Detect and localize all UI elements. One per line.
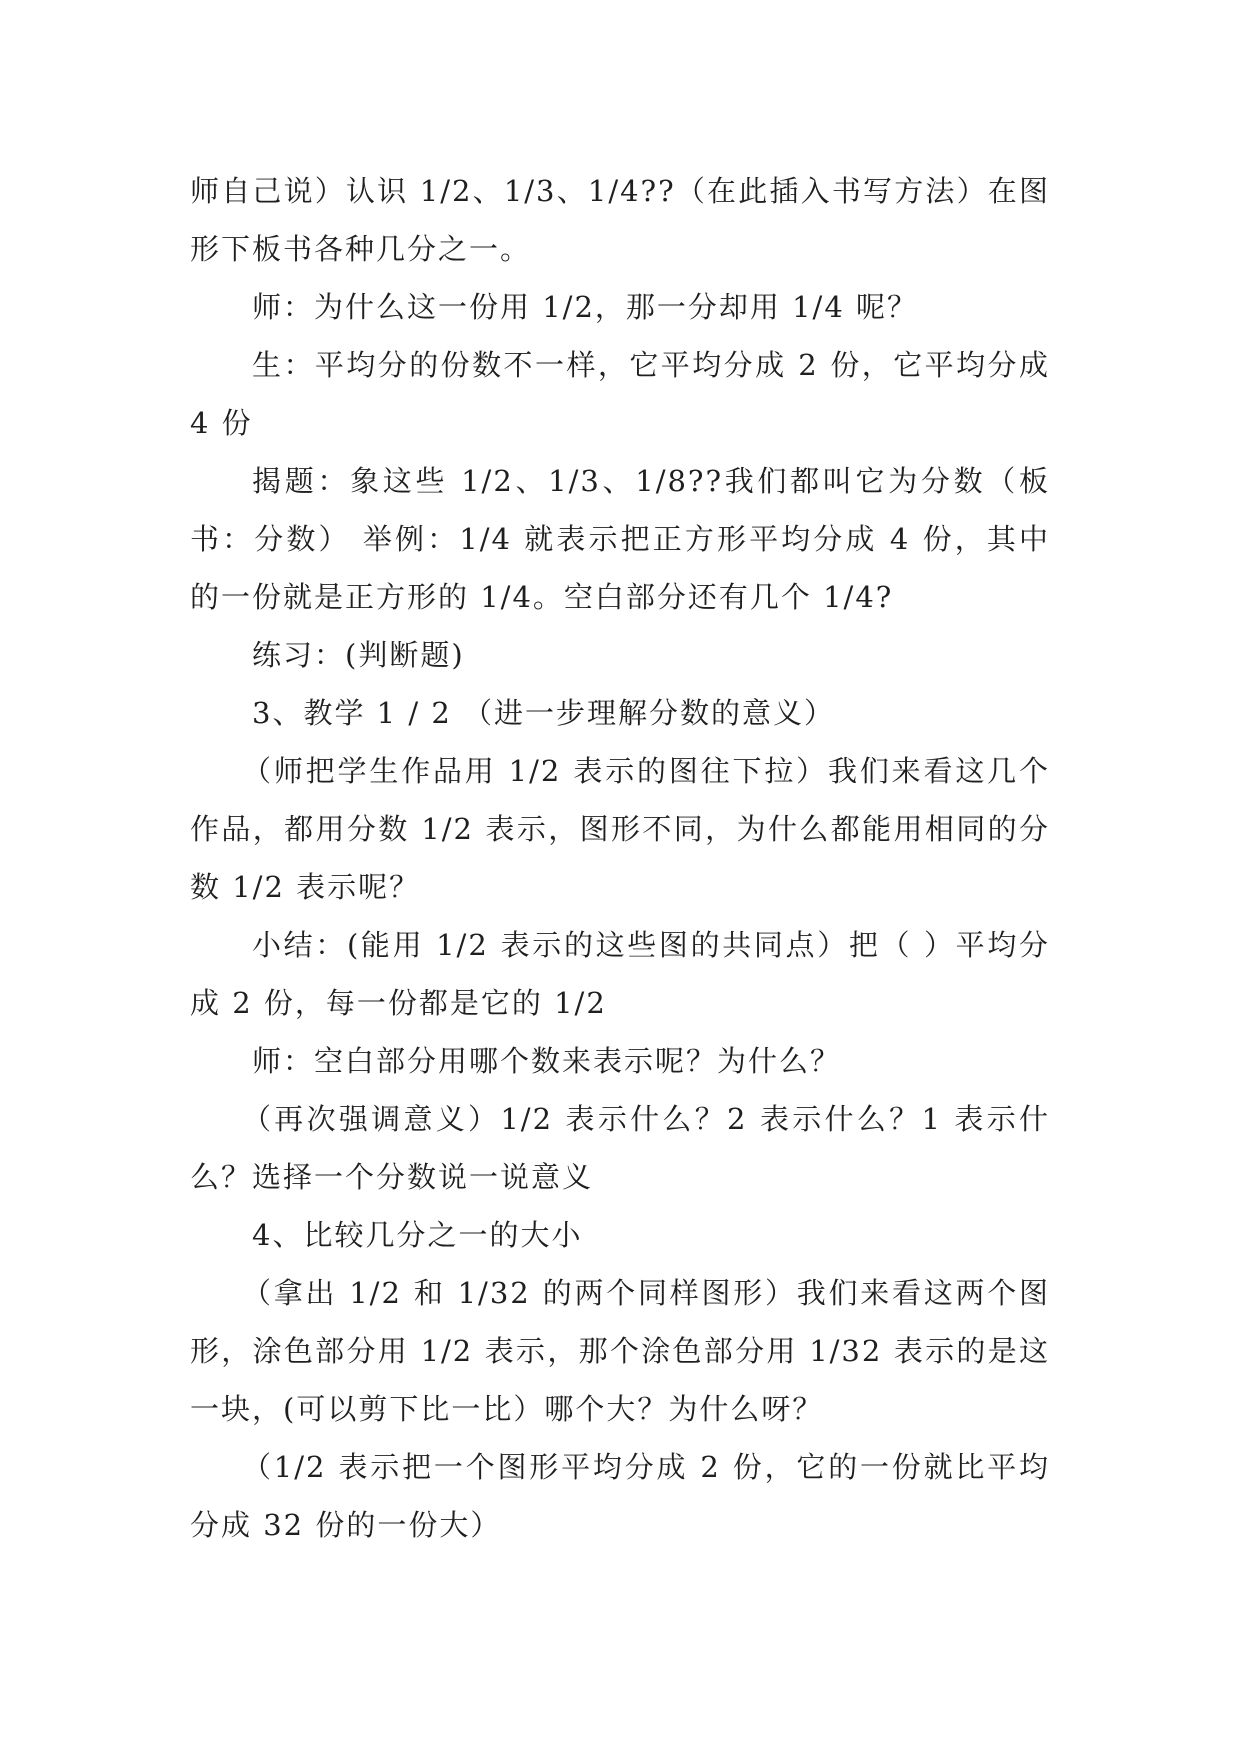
paragraph-continuation: 师自己说）认识 1/2、1/3、1/4??（在此插入书写方法）在图形下板书各种几分之一。 [190, 174, 1050, 266]
paragraph-student-works: （师把学生作品用 1/2 表示的图往下拉）我们来看这几个作品，都用分数 1/2 表示，图形不同，为什么都能用相同的分数 1/2 表示呢？ [190, 754, 1050, 904]
paragraph-practice: 练习：(判断题) [252, 638, 465, 672]
paragraph-blank-part-question: 师：空白部分用哪个数来表示呢？为什么？ [252, 1044, 842, 1078]
paragraph-topic-reveal: 揭题：象这些 1/2、1/3、1/8??我们都叫它为分数（板书：分数） 举例：1/4 就表示把正方形平均分成 4 份，其中的一份就是正方形的 1/4。空白部分还有几个 1/4? [190, 464, 1050, 614]
paragraph-summary: 小结：(能用 1/2 表示的这些图的共同点）把（ ）平均分成 2 份，每一份都是它的 1/2 [190, 928, 1050, 1020]
paragraph-compare-shapes: （拿出 1/2 和 1/32 的两个同样图形）我们来看这两个图形，涂色部分用 1/2 表示，那个涂色部分用 1/32 表示的是这一块，(可以剪下比一比）哪个大？为什么呀？ [190, 1276, 1050, 1426]
paragraph-student-answer: 生：平均分的份数不一样，它平均分成 2 份，它平均分成 4 份 [190, 348, 1050, 440]
paragraph-section-3-heading: 3、教学 1 / 2 （进一步理解分数的意义） [252, 696, 835, 730]
paragraph-emphasize-meaning: （再次强调意义）1/2 表示什么？2 表示什么？1 表示什么？选择一个分数说一说意义 [190, 1102, 1050, 1194]
paragraph-compare-explanation: （1/2 表示把一个图形平均分成 2 份，它的一份就比平均分成 32 份的一份大） [190, 1450, 1050, 1542]
paragraph-teacher-question: 师：为什么这一份用 1/2，那一分却用 1/4 呢？ [252, 290, 918, 324]
document-body [190, 162, 1050, 1554]
paragraph-section-4-heading: 4、比较几分之一的大小 [252, 1218, 583, 1252]
